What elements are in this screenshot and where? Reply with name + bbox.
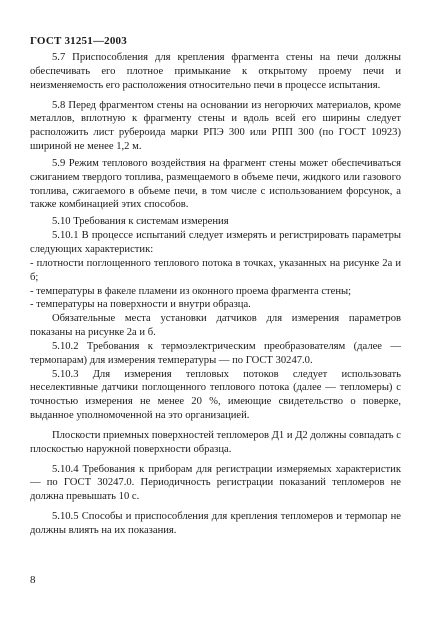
paragraph-5-8: 5.8 Перед фрагментом стены на основании из негорючих материалов, кроме металлов, вплотную к фрагменту стены и вдоль всей его ширины следует расположить лист рубероида марки РПЭ 300 или РПП 300 (по ГОСТ 10923) шириной не менее 1,2 м. — [30, 99, 401, 153]
paragraph-5-10-1: 5.10.1 В процессе испытаний следует измерять и регистрировать параметры следующих характеристик: — [30, 230, 401, 255]
paragraph-5-10-2: 5.10.2 Требования к термоэлектрическим преобразователям (далее —термопарам) для измерения температуры — по ГОСТ 30247.0. — [30, 340, 401, 366]
list-item-heat-flux: - плотности поглощенного теплового потока в точках, указанных на рисунке 2а и б; — [30, 257, 401, 283]
paragraph-heat-meter-planes: Плоскости приемных поверхностей тепломеров Д1 и Д2 должны совпадать с плоскостью наружной поверхности образца. — [30, 429, 401, 455]
paragraph-5-10-5: 5.10.5 Способы и приспособления для крепления тепломеров и термопар не должны влиять на их показания. — [30, 511, 401, 536]
paragraph-5-10-3: 5.10.3 Для измерения тепловых потоков следует использовать неселективные датчики поглощенного теплового потока (далее — тепломеры) с точностью измерения не менее 20 %, имеющие свидетельство о поверке, выданное уполномоченной на это организацией. — [30, 368, 401, 422]
document-body — [30, 51, 401, 538]
document-header: ГОСТ 31251—2003 — [30, 35, 127, 47]
list-item-surface-temperature: - температуры на поверхности и внутри образца. — [30, 299, 251, 311]
paragraph-5-9: 5.9 Режим теплового воздействия на фрагмент стены может обеспечиваться сжиганием твердого топлива, размещаемого в объеме печи, жидкого или газового топлива, сжигаемого в объеме печи, в том числе с использованием форсунок, а также комбинацией этих способов. — [30, 157, 401, 211]
list-item-flame-temperature: - температуры в факеле пламени из оконного проема фрагмента стены; — [30, 285, 352, 297]
paragraph-5-7: 5.7 Приспособления для крепления фрагмента стены на печи должны обеспечивать его плотное примыкание к открытому проему печи и неизменяемость его расположения относительно печи в процессе испытания. — [30, 52, 401, 91]
paragraph-5-10-4: 5.10.4 Требования к приборам для регистрации измеряемых характеристик — по ГОСТ 30247.0. Периодичность регистрации показаний тепломеров не должна превышать 10 с. — [30, 463, 401, 503]
page-number: 8 — [30, 574, 36, 586]
paragraph-sensor-locations: Обязательные места установки датчиков для измерения параметров показаны на рисунке 2а и б. — [30, 313, 401, 339]
paragraph-5-10: 5.10 Требования к системам измерения — [52, 216, 229, 228]
